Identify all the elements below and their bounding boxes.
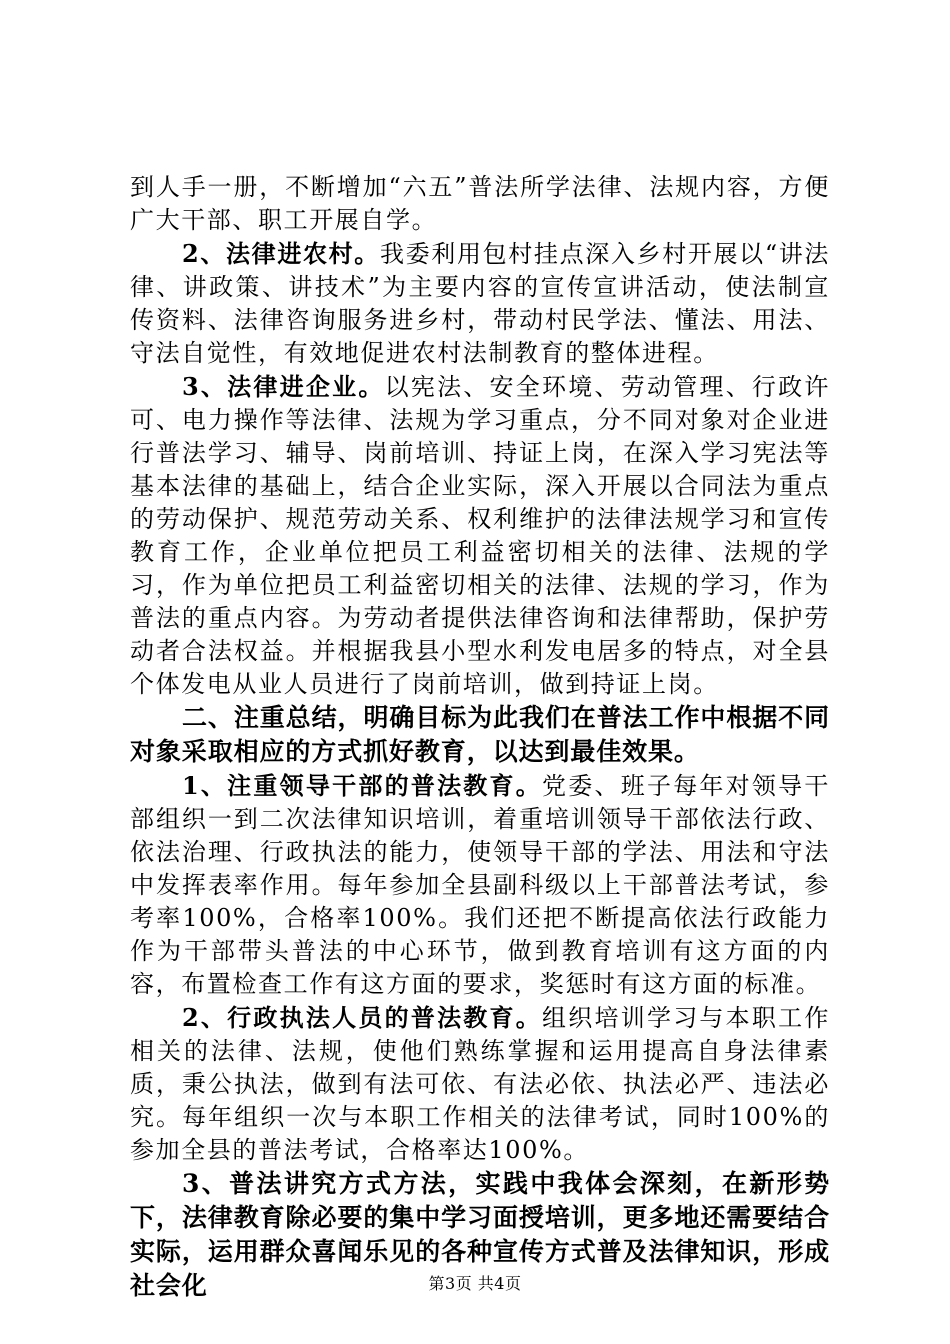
paragraph-lead: 2、法律进农村。 — [182, 239, 380, 268]
paragraph-lead: 3、法律进企业。 — [182, 372, 385, 401]
paragraph-text: 组织培训学习与本职工作相关的法律、法规，使他们熟练掌握和运用提高自身法律素质，秉公执法，做到有法可依、有法必依、执法必严、违法必究。每年组织一次与本职工作相关的法律考试，同时100%的参加全县的普法考试，合格率达100%。 — [130, 1004, 830, 1164]
section-heading — [130, 701, 830, 769]
paragraph-text: 3、普法讲究方式方法，实践中我体会深刻，在新形势下，法律教育除必要的集中学习面授培训，更多地还需要结合实际，运用群众喜闻乐见的各种宣传方式普及法律知识，形成社会化 — [130, 1169, 830, 1300]
paragraph-2 — [130, 237, 830, 370]
paragraph-lead: 1、注重领导干部的普法教育。 — [182, 771, 543, 800]
paragraph-lead: 2、行政执法人员的普法教育。 — [182, 1003, 543, 1032]
document-body — [130, 170, 830, 1303]
paragraph-text: 二、注重总结，明确目标为此我们在普法工作中根据不同对象采取相应的方式抓好教育，以达到最佳效果。 — [130, 703, 830, 766]
paragraph-1 — [130, 170, 830, 237]
paragraph-text: 我委利用包村挂点深入乡村开展以“讲法律、讲政策、讲技术”为主要内容的宣传宣讲活动，使法制宣传资料、法律咨询服务进乡村，带动村民学法、懂法、用法、守法自觉性，有效地促进农村法制教育的整体进程。 — [130, 240, 831, 367]
paragraph-6 — [130, 1001, 830, 1167]
paragraph-5 — [130, 769, 830, 1001]
paragraph-text: 党委、班子每年对领导干部组织一到二次法律知识培训，着重培训领导干部依法行政、依法治理、行政执法的能力，使领导干部的学法、用法和守法中发挥表率作用。每年参加全县副科级以上干部普法考试，参考率100%，合格率100%。我们还把不断提高依法行政能力作为干部带头普法的中心环节，做到教育培训有这方面的内容，布置检查工作有这方面的要求，奖惩时有这方面的标准。 — [130, 772, 830, 998]
paragraph-text: 以宪法、安全环境、劳动管理、行政许可、电力操作等法律、法规为学习重点，分不同对象对企业进行普法学习、辅导、岗前培训、持证上岗，在深入学习宪法等基本法律的基础上，结合企业实际，深入开展以合同法为重点的劳动保护、规范劳动关系、权利维护的法律法规学习和宣传教育工作，企业单位把员工利益密切相关的法律、法规的学习，作为单位把员工利益密切相关的法律、法规的学习，作为普法的重点内容。为劳动者提供法律咨询和法律帮助，保护劳动者合法权益。并根据我县小型水利发电居多的特点，对全县个体发电从业人员进行了岗前培训，做到持证上岗。 — [130, 373, 831, 698]
paragraph-text: 到人手一册，不断增加“六五”普法所学法律、法规内容，方便广大干部、职工开展自学。 — [130, 173, 830, 234]
paragraph-3 — [130, 370, 830, 701]
page-number: 第3页 共4页 — [428, 1274, 522, 1293]
